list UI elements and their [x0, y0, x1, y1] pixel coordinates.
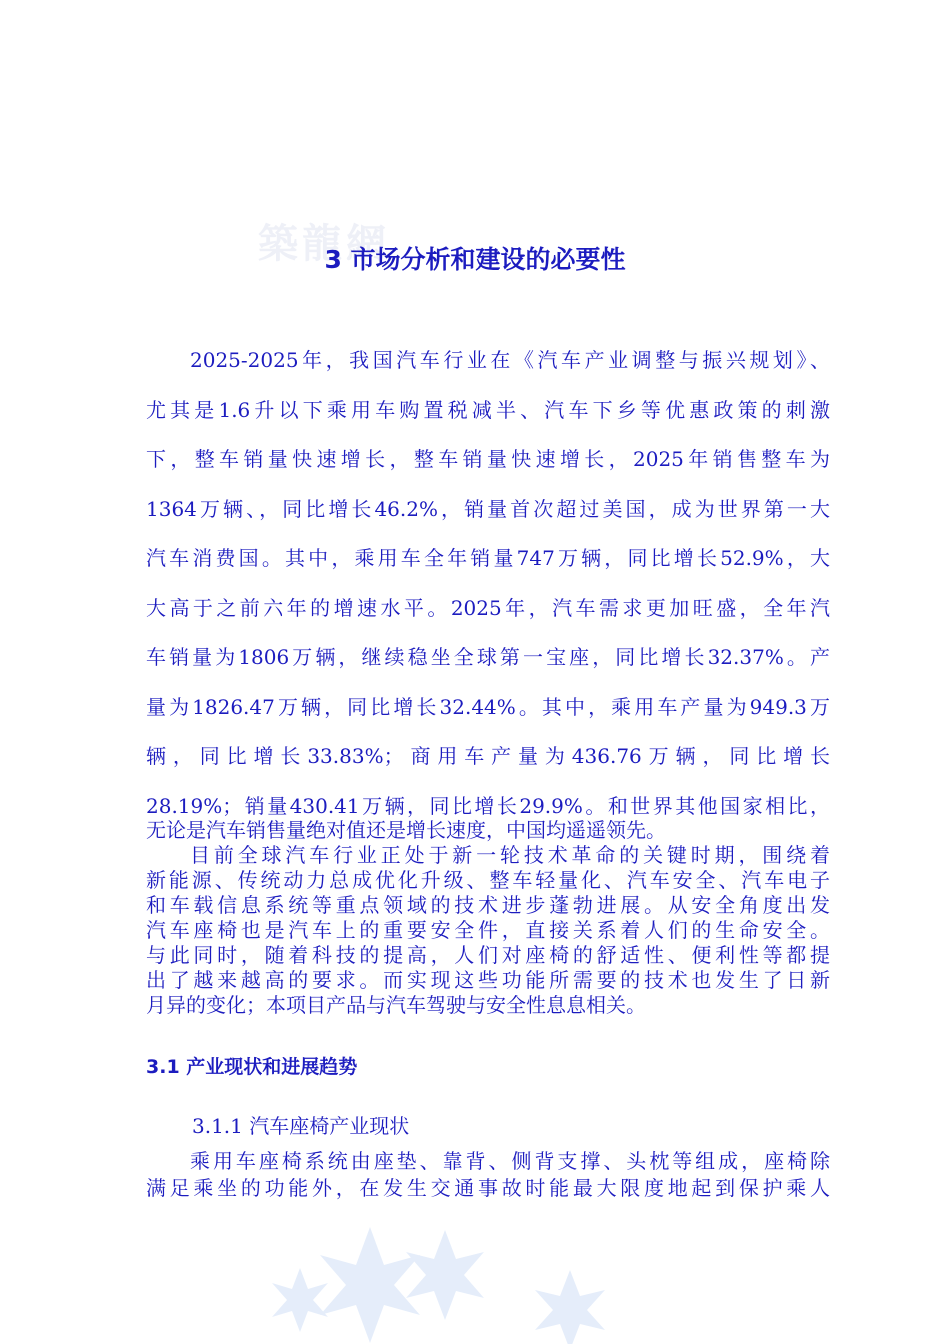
text-line: 2025-2025年，我国汽车行业在《汽车产业调整与振兴规划》、	[190, 348, 830, 372]
text-line: 车销量为1806万辆，继续稳坐全球第一宝座，同比增长32.37%。产	[146, 645, 830, 669]
paragraph-seat-system	[146, 1148, 830, 1202]
text-line: 尤其是1.6升以下乘用车购置税减半、汽车下乡等优惠政策的刺激	[146, 397, 830, 422]
text-line: 与此同时，随着科技的提高，人们对座椅的舒适性、便利性等都提	[146, 943, 830, 967]
text-line: 月异的变化；本项目产品与汽车驾驶与安全性息息相关。	[146, 993, 646, 1017]
text-line: 汽车座椅也是汽车上的重要安全件，直接关系着人们的生命安全。	[146, 918, 830, 942]
text-line: 和车载信息系统等重点领域的技术进步蓬勃进展。从安全角度出发	[146, 893, 830, 917]
text-line: 无论是汽车销售量绝对值还是增长速度，中国均遥遥领先。	[146, 818, 666, 842]
text-line: 辆，同比增长33.83%；商用车产量为436.76万辆，同比增长	[146, 744, 830, 768]
text-line: 出了越来越高的要求。而实现这些功能所需要的技术也发生了日新	[146, 968, 830, 992]
section-heading: 3.1 产业现状和进展趋势	[146, 1056, 358, 1078]
paragraph-market-data	[146, 336, 830, 831]
page-title: 3 市场分析和建设的必要性	[324, 245, 626, 274]
text-line: 汽车消费国。其中，乘用车全年销量747万辆，同比增长52.9%，大	[146, 546, 830, 570]
text-line: 目前全球汽车行业正处于新一轮技术革命的关键时期，围绕着	[190, 843, 830, 867]
text-line: 下，整车销量快速增长，整车销量快速增长，2025年销售整车为	[146, 447, 830, 471]
text-line: 1364万辆、，同比增长46.2%，销量首次超过美国，成为世界第一大	[146, 496, 830, 521]
watermark-text: 築龍網	[258, 220, 390, 267]
subsection-heading: 3.1.1 汽车座椅产业现状	[192, 1114, 410, 1138]
text-line: 新能源、传统动力总成优化升级、整车轻量化、汽车安全、汽车电子	[146, 868, 830, 892]
paragraph-industry-trends	[146, 818, 830, 1018]
text-line: 量为1826.47万辆，同比增长32.44%。其中，乘用车产量为949.3万	[146, 694, 830, 719]
snowflake-watermark-icon	[270, 1225, 630, 1344]
text-line: 乘用车座椅系统由座垫、靠背、侧背支撑、头枕等组成，座椅除	[190, 1149, 830, 1173]
text-line: 28.19%；销量430.41万辆，同比增长29.9%。和世界其他国家相比，	[146, 793, 830, 818]
text-line: 大高于之前六年的增速水平。2025年，汽车需求更加旺盛，全年汽	[146, 595, 830, 620]
text-line: 满足乘坐的功能外，在发生交通事故时能最大限度地起到保护乘人	[146, 1176, 830, 1200]
